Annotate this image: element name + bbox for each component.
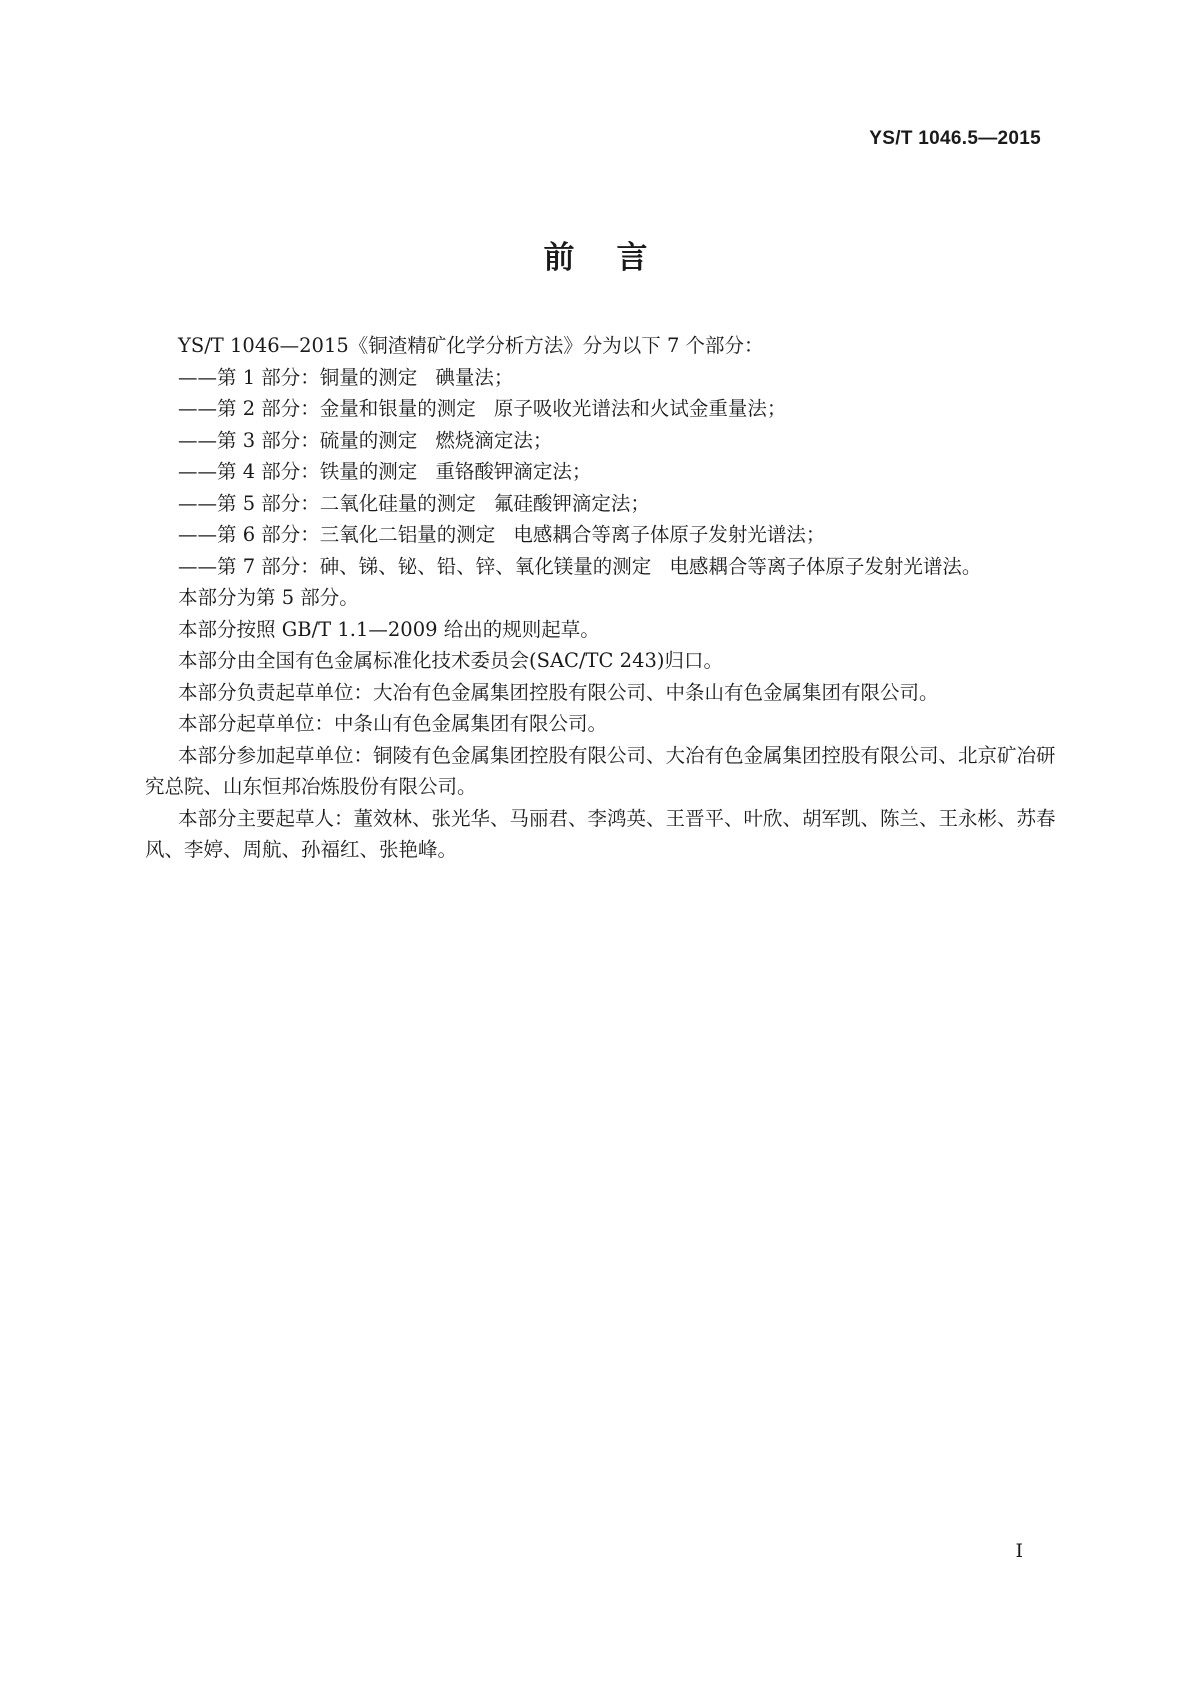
page-title: 前言 xyxy=(543,240,690,276)
part-method: 电感耦合等离子体原子发射光谱法。 xyxy=(669,554,982,578)
part-label: ——第 4 部分：铁量的测定 xyxy=(178,460,418,483)
paragraph-participating-units: 本部分参加起草单位：铜陵有色金属集团控股有限公司、大冶有色金属集团控股有限公司、北京矿冶研究总院、山东恒邦冶炼股份有限公司。 xyxy=(145,743,1056,798)
part-item-4 xyxy=(145,456,1060,488)
part-item-1 xyxy=(145,362,1060,394)
part-method: 氟硅酸钾滴定法； xyxy=(493,491,650,515)
part-item-3 xyxy=(145,425,1060,457)
part-item-7 xyxy=(145,551,1060,583)
paragraph-drafting-unit: 本部分起草单位：中条山有色金属集团有限公司。 xyxy=(178,712,608,735)
part-item-5 xyxy=(145,488,1060,520)
paragraph-responsible-units: 本部分负责起草单位：大冶有色金属集团控股有限公司、中条山有色金属集团有限公司。 xyxy=(178,680,939,704)
part-label: ——第 2 部分：金量和银量的测定 xyxy=(178,397,476,420)
part-label: ——第 1 部分：铜量的测定 xyxy=(178,365,418,389)
paragraph-committee: 本部分由全国有色金属标准化技术委员会(SAC/TC 243)归口。 xyxy=(178,649,723,672)
part-item-2 xyxy=(145,393,1060,425)
foreword-body xyxy=(145,330,1060,866)
part-item-6 xyxy=(145,519,1060,551)
standard-code: YS/T 1046.5—2015 xyxy=(869,128,1041,149)
part-label: ——第 6 部分：三氧化二铝量的测定 xyxy=(178,523,496,546)
part-method: 重铬酸钾滴定法； xyxy=(435,460,592,483)
paragraph-drafting-rules: 本部分按照 GB/T 1.1—2009 给出的规则起草。 xyxy=(178,617,600,641)
part-method: 燃烧滴定法； xyxy=(435,428,553,452)
paragraph-drafters: 本部分主要起草人：董效林、张光华、马丽君、李鸿英、王晋平、叶欣、胡军凯、陈兰、王永彬、苏春风、李婷、周航、孙福红、张艳峰。 xyxy=(145,806,1056,861)
intro-paragraph: YS/T 1046—2015《铜渣精矿化学分析方法》分为以下 7 个部分： xyxy=(178,334,764,357)
part-label: ——第 7 部分：砷、锑、铋、铅、锌、氧化镁量的测定 xyxy=(178,554,652,578)
part-label: ——第 5 部分：二氧化硅量的测定 xyxy=(178,491,476,515)
part-label: ——第 3 部分：硫量的测定 xyxy=(178,428,418,452)
paragraph-part-number: 本部分为第 5 部分。 xyxy=(178,586,359,609)
part-method: 原子吸收光谱法和火试金重量法； xyxy=(493,397,787,420)
part-method: 碘量法； xyxy=(435,365,514,389)
part-method: 电感耦合等离子体原子发射光谱法； xyxy=(513,523,826,546)
page-number: I xyxy=(1015,1540,1023,1562)
